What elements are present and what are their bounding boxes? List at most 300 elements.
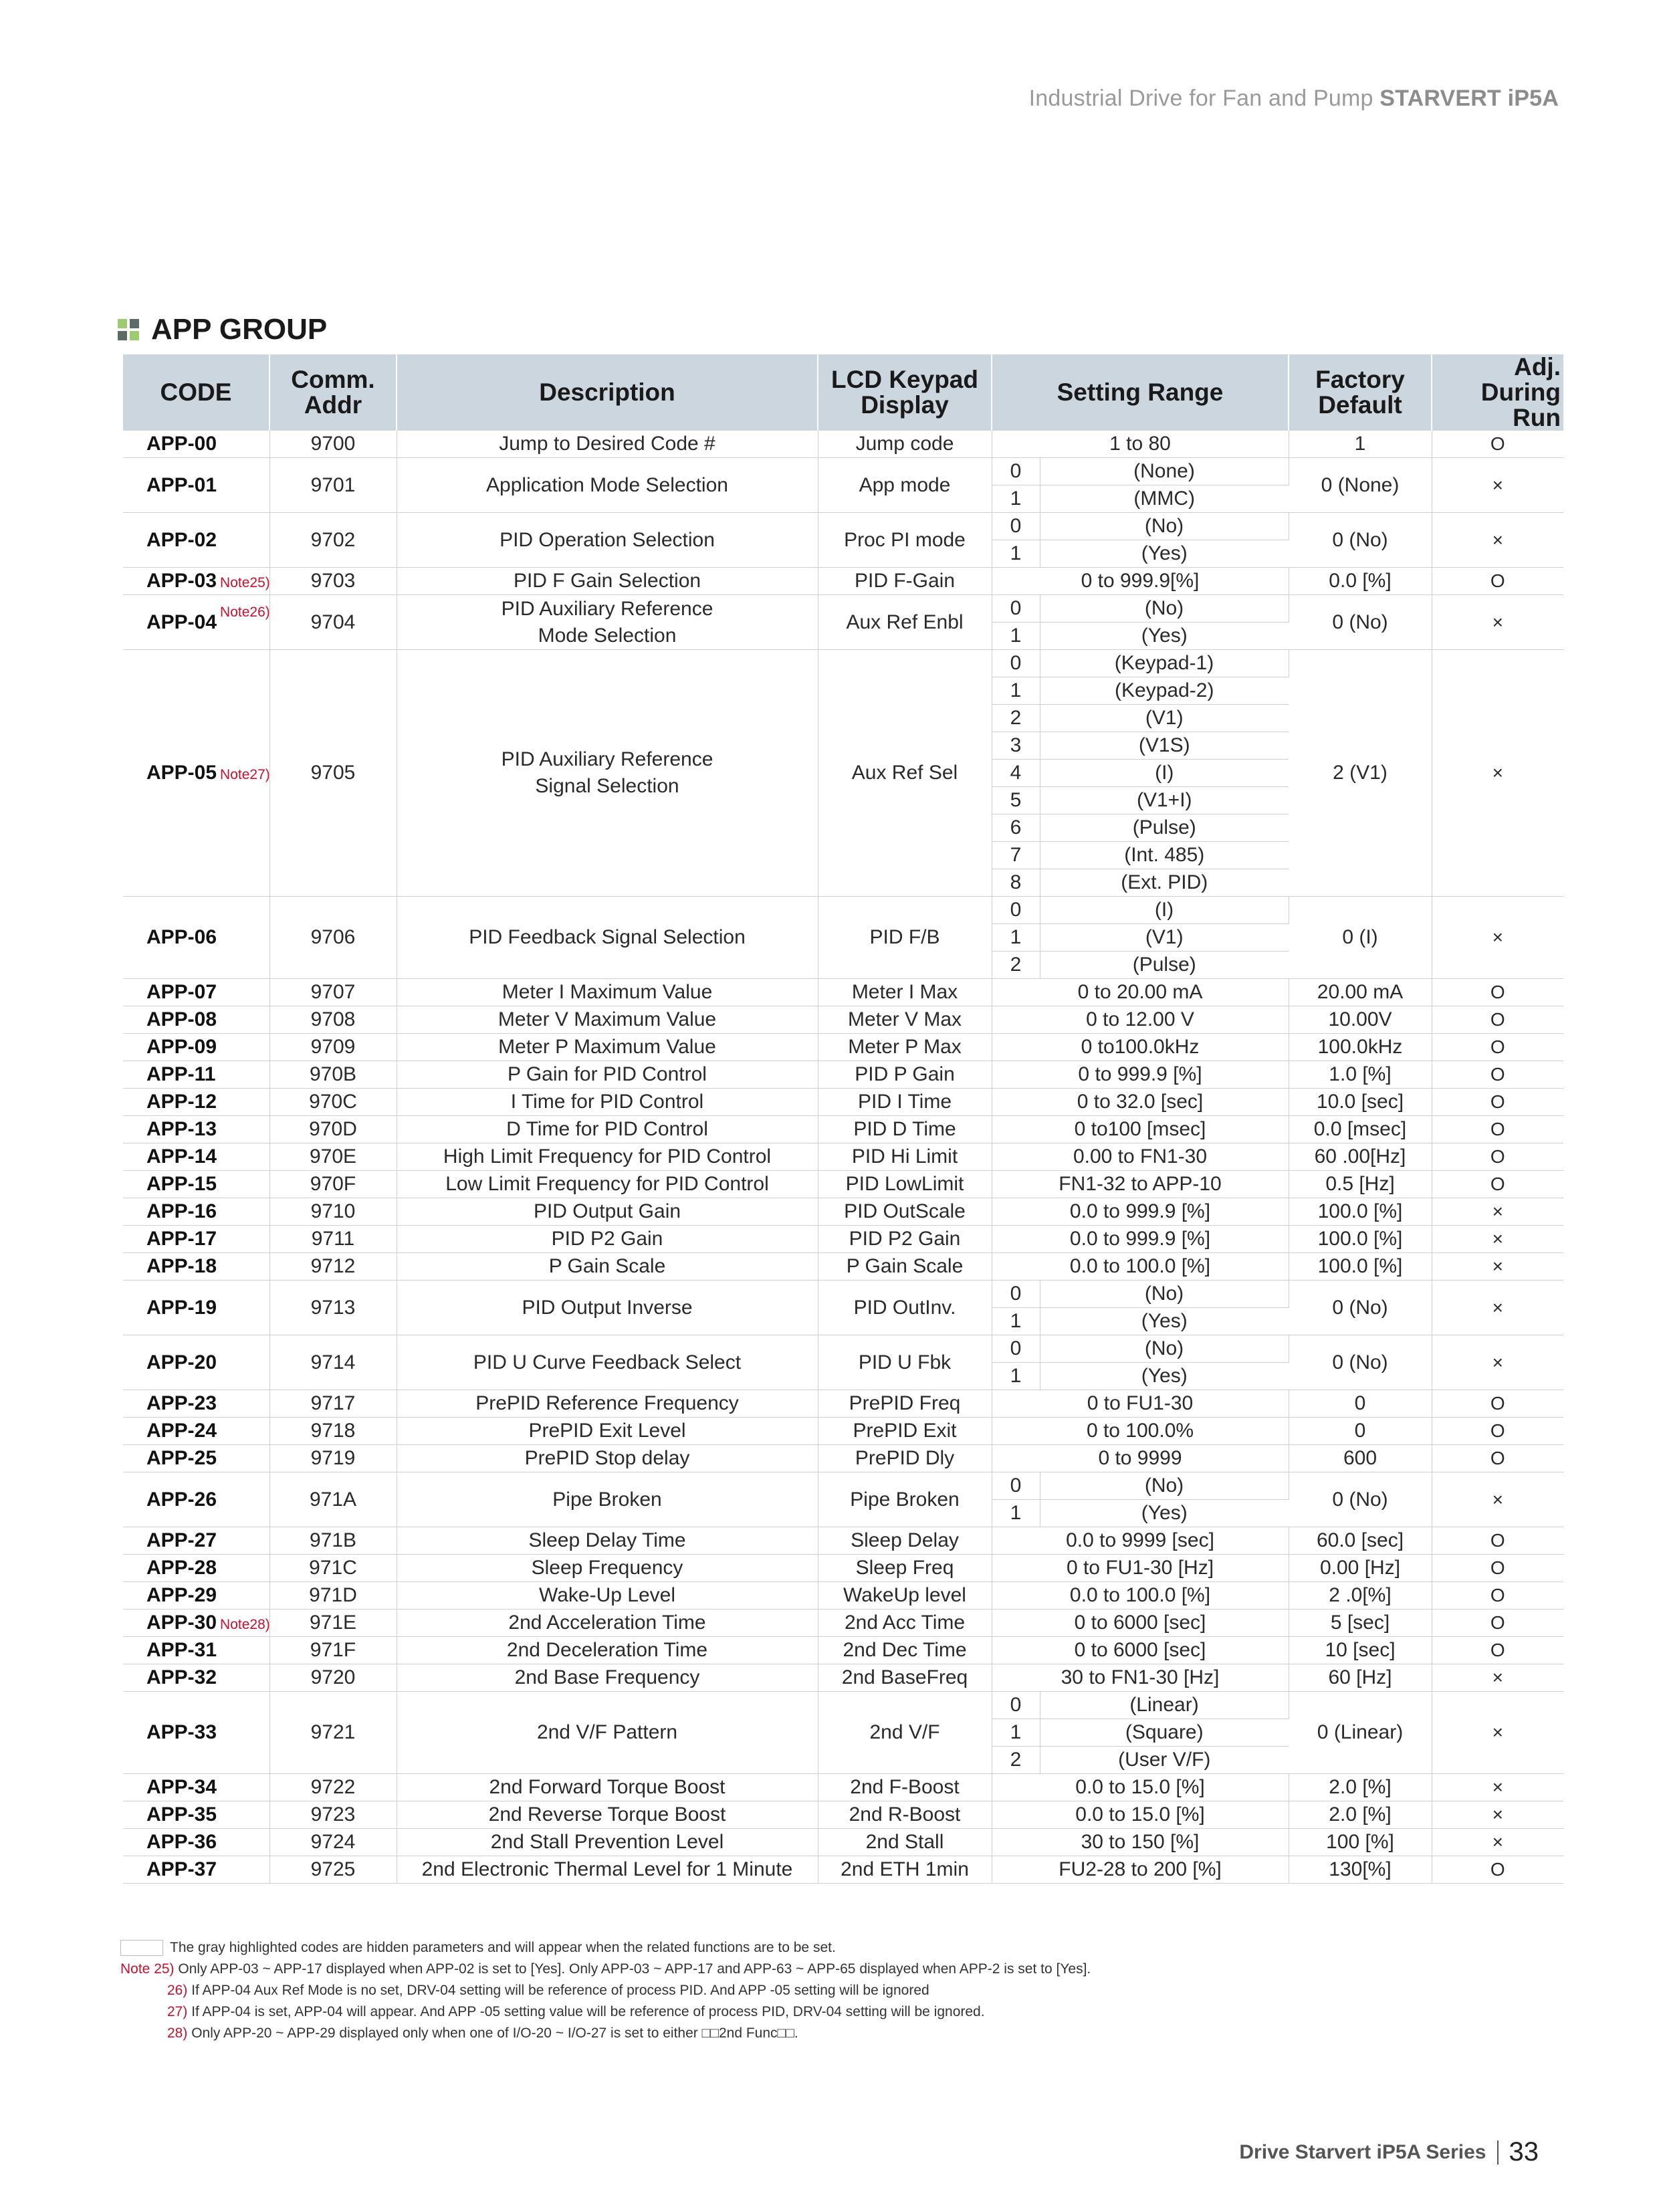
option-label: (Keypad-1) — [1040, 650, 1289, 677]
option-value: 3 — [992, 732, 1040, 760]
note-ref: Note28) — [220, 1617, 270, 1632]
description-line: P Gain Scale — [548, 1255, 666, 1277]
option-label: (V1) — [1040, 924, 1289, 952]
factory-default: 100.0kHz — [1289, 1034, 1432, 1061]
header-prefix: Industrial Drive for Fan and Pump — [1028, 86, 1373, 111]
lcd-display: Meter V Max — [818, 1006, 992, 1034]
adj-during-run: × — [1432, 1664, 1563, 1692]
adj-during-run: O — [1432, 1856, 1563, 1884]
lcd-display: 2nd V/F — [818, 1692, 992, 1774]
option-value: 2 — [992, 952, 1040, 979]
param-code — [123, 1527, 269, 1555]
param-code — [123, 1061, 269, 1089]
factory-default: 2.0 [%] — [1289, 1801, 1432, 1829]
option-label: (Int. 485) — [1040, 842, 1289, 869]
param-code — [123, 1692, 269, 1774]
lcd-display: PID LowLimit — [818, 1171, 992, 1198]
comm-addr: 9705 — [269, 650, 397, 897]
description — [397, 1637, 818, 1664]
adj-during-run: × — [1432, 1281, 1563, 1335]
description-line: 2nd Acceleration Time — [508, 1612, 706, 1634]
param-code — [123, 1281, 269, 1335]
table-row — [123, 1637, 1563, 1664]
note-ref: Note26) — [220, 604, 270, 620]
lcd-display: PID Hi Limit — [818, 1143, 992, 1171]
setting-range: 0 to 100.0% — [992, 1418, 1289, 1445]
description — [397, 1116, 818, 1143]
lcd-display: PID F-Gain — [818, 568, 992, 595]
description-line: 2nd Reverse Torque Boost — [488, 1803, 726, 1826]
option-label: (Keypad-2) — [1040, 677, 1289, 705]
option-label: (I) — [1040, 897, 1289, 924]
description-line: PrePID Stop delay — [524, 1447, 690, 1469]
factory-default: 0 — [1289, 1390, 1432, 1418]
description-line: Meter V Maximum Value — [497, 1008, 717, 1030]
comm-addr: 9723 — [269, 1801, 397, 1829]
comm-addr: 970F — [269, 1171, 397, 1198]
factory-default: 1 — [1289, 431, 1432, 458]
lcd-display: PID D Time — [818, 1116, 992, 1143]
table-row — [123, 1281, 1563, 1308]
description — [397, 1692, 818, 1774]
option-value: 1 — [992, 485, 1040, 513]
param-code — [123, 1774, 269, 1801]
description — [397, 1006, 818, 1034]
lcd-display: PID I Time — [818, 1089, 992, 1116]
description — [397, 1171, 818, 1198]
param-code-text: APP-15 — [146, 1173, 217, 1195]
description — [397, 1555, 818, 1582]
description — [397, 568, 818, 595]
param-code — [123, 458, 269, 513]
description-line: 2nd V/F Pattern — [536, 1721, 678, 1743]
factory-default: 0.5 [Hz] — [1289, 1171, 1432, 1198]
page-number: 33 — [1509, 2137, 1539, 2167]
param-code — [123, 1555, 269, 1582]
lcd-display: PID OutInv. — [818, 1281, 992, 1335]
lcd-display: PID OutScale — [818, 1198, 992, 1226]
option-value: 1 — [992, 1308, 1040, 1335]
option-value: 1 — [992, 1363, 1040, 1390]
description — [397, 431, 818, 458]
option-value: 0 — [992, 897, 1040, 924]
param-code — [123, 1472, 269, 1527]
adj-during-run: × — [1432, 1198, 1563, 1226]
option-value: 0 — [992, 458, 1040, 485]
param-code — [123, 1198, 269, 1226]
table-row — [123, 568, 1563, 595]
table-row — [123, 1061, 1563, 1089]
param-code-text: APP-03 — [146, 570, 217, 592]
lcd-display: 2nd Stall — [818, 1829, 992, 1856]
description-line: Sleep Frequency — [531, 1557, 683, 1579]
param-code — [123, 1143, 269, 1171]
param-code-text: APP-37 — [146, 1858, 217, 1880]
param-code — [123, 1116, 269, 1143]
adj-during-run: O — [1432, 1445, 1563, 1472]
comm-addr: 9721 — [269, 1692, 397, 1774]
lcd-display: 2nd R-Boost — [818, 1801, 992, 1829]
comm-addr: 9700 — [269, 431, 397, 458]
option-label: (Yes) — [1040, 1363, 1289, 1390]
comm-addr: 9719 — [269, 1445, 397, 1472]
param-code-text: APP-19 — [146, 1296, 217, 1319]
adj-during-run: × — [1432, 595, 1563, 650]
table-row — [123, 1445, 1563, 1472]
option-value: 8 — [992, 869, 1040, 897]
page-footer — [1239, 2137, 1539, 2167]
factory-default: 0 (No) — [1289, 595, 1432, 650]
param-code-text: APP-33 — [146, 1721, 217, 1743]
param-code — [123, 431, 269, 458]
adj-during-run: O — [1432, 1006, 1563, 1034]
param-code — [123, 1445, 269, 1472]
comm-addr: 9707 — [269, 979, 397, 1006]
setting-range: 0.0 to 999.9 [%] — [992, 1198, 1289, 1226]
param-code-text: APP-13 — [146, 1118, 217, 1140]
setting-range: 30 to 150 [%] — [992, 1829, 1289, 1856]
table-header — [123, 354, 1563, 431]
table-row — [123, 1856, 1563, 1884]
adj-during-run: × — [1432, 897, 1563, 979]
legend-swatch — [120, 1940, 163, 1956]
adj-during-run: × — [1432, 1226, 1563, 1253]
param-code — [123, 1034, 269, 1061]
factory-default: 0 (No) — [1289, 1472, 1432, 1527]
param-code — [123, 1856, 269, 1884]
factory-default: 100.0 [%] — [1289, 1226, 1432, 1253]
param-code — [123, 1335, 269, 1390]
setting-range: 0 to 6000 [sec] — [992, 1637, 1289, 1664]
footnote-26: 26) If APP-04 Aux Ref Mode is no set, DRV-04 setting will be reference of process PID. And APP -05 setting will be ignored — [167, 1983, 929, 1998]
option-label: (V1) — [1040, 705, 1289, 732]
table-row — [123, 431, 1563, 458]
param-code — [123, 1637, 269, 1664]
comm-addr: 9722 — [269, 1774, 397, 1801]
comm-addr: 970E — [269, 1143, 397, 1171]
description — [397, 1664, 818, 1692]
description-line: PID U Curve Feedback Select — [473, 1351, 742, 1373]
description-line: Meter P Maximum Value — [498, 1036, 716, 1058]
table-row — [123, 897, 1563, 924]
table-row — [123, 1801, 1563, 1829]
description-line: PID F Gain Selection — [513, 570, 701, 592]
comm-addr: 971F — [269, 1637, 397, 1664]
option-value: 4 — [992, 760, 1040, 787]
table-row — [123, 650, 1563, 677]
setting-range: 1 to 80 — [992, 431, 1289, 458]
table-row — [123, 1610, 1563, 1637]
description-line: PID Auxiliary Reference — [501, 748, 713, 770]
description-line: Low Limit Frequency for PID Control — [445, 1173, 769, 1195]
factory-default: 60.0 [sec] — [1289, 1527, 1432, 1555]
table-row — [123, 1198, 1563, 1226]
param-code — [123, 568, 269, 595]
factory-default: 0.00 [Hz] — [1289, 1555, 1432, 1582]
description-line: 2nd Forward Torque Boost — [489, 1776, 726, 1798]
setting-range: FU2-28 to 200 [%] — [992, 1856, 1289, 1884]
description-line: Jump to Desired Code # — [499, 433, 715, 455]
option-value: 0 — [992, 1692, 1040, 1719]
param-code — [123, 1226, 269, 1253]
factory-default: 0.0 [%] — [1289, 568, 1432, 595]
option-label: (Ext. PID) — [1040, 869, 1289, 897]
option-label: (Linear) — [1040, 1692, 1289, 1719]
description-line: Application Mode Selection — [486, 473, 728, 496]
lcd-display: P Gain Scale — [818, 1253, 992, 1281]
option-value: 1 — [992, 623, 1040, 650]
table-row — [123, 1089, 1563, 1116]
comm-addr: 9718 — [269, 1418, 397, 1445]
adj-during-run: O — [1432, 1610, 1563, 1637]
lcd-display: Sleep Delay — [818, 1527, 992, 1555]
section-bullet-icon — [118, 319, 139, 340]
description-line: Pipe Broken — [552, 1488, 662, 1511]
comm-addr: 9713 — [269, 1281, 397, 1335]
param-code — [123, 897, 269, 979]
footnotes — [120, 1937, 1091, 2044]
param-code-text: APP-31 — [146, 1639, 217, 1661]
setting-range: 0 to FU1-30 [Hz] — [992, 1555, 1289, 1582]
option-value: 1 — [992, 924, 1040, 952]
param-code — [123, 513, 269, 568]
description — [397, 1034, 818, 1061]
lcd-display: PID P2 Gain — [818, 1226, 992, 1253]
param-code-text: APP-12 — [146, 1091, 217, 1113]
description-line: I Time for PID Control — [510, 1091, 704, 1113]
comm-addr: 9702 — [269, 513, 397, 568]
section-title: APP GROUP — [151, 313, 328, 346]
table-row — [123, 1829, 1563, 1856]
description — [397, 1801, 818, 1829]
option-value: 2 — [992, 1747, 1040, 1774]
table-row — [123, 1555, 1563, 1582]
description-line: PID Output Gain — [533, 1200, 681, 1222]
table-row — [123, 1390, 1563, 1418]
option-value: 6 — [992, 814, 1040, 842]
description — [397, 595, 818, 650]
description — [397, 1226, 818, 1253]
param-code-text: APP-04 — [146, 611, 217, 633]
option-label: (Yes) — [1040, 1308, 1289, 1335]
param-code-text: APP-09 — [146, 1036, 217, 1058]
lcd-display: App mode — [818, 458, 992, 513]
description — [397, 1253, 818, 1281]
factory-default: 600 — [1289, 1445, 1432, 1472]
option-label: (MMC) — [1040, 485, 1289, 513]
description — [397, 1445, 818, 1472]
comm-addr: 9714 — [269, 1335, 397, 1390]
param-code-text: APP-29 — [146, 1584, 217, 1606]
description — [397, 1281, 818, 1335]
factory-default: 60 [Hz] — [1289, 1664, 1432, 1692]
section-heading — [118, 313, 327, 346]
lcd-display: 2nd Acc Time — [818, 1610, 992, 1637]
adj-during-run: O — [1432, 1527, 1563, 1555]
note-ref: Note25) — [220, 575, 270, 590]
col-comm-addr: Comm. Addr — [269, 354, 397, 431]
factory-default: 5 [sec] — [1289, 1610, 1432, 1637]
option-value: 5 — [992, 787, 1040, 814]
comm-addr: 9710 — [269, 1198, 397, 1226]
option-value: 1 — [992, 540, 1040, 568]
param-code — [123, 650, 269, 897]
setting-range: 0 to 9999 — [992, 1445, 1289, 1472]
comm-addr: 9706 — [269, 897, 397, 979]
option-label: (No) — [1040, 595, 1289, 623]
description-line: P Gain for PID Control — [508, 1063, 707, 1085]
param-code — [123, 979, 269, 1006]
note-ref: Note27) — [220, 767, 270, 782]
option-label: (No) — [1040, 513, 1289, 540]
param-code-text: APP-20 — [146, 1351, 217, 1373]
comm-addr: 971C — [269, 1555, 397, 1582]
comm-addr: 9724 — [269, 1829, 397, 1856]
adj-during-run: × — [1432, 1774, 1563, 1801]
table-row — [123, 1472, 1563, 1500]
description-line: High Limit Frequency for PID Control — [443, 1145, 772, 1168]
lcd-display: Proc PI mode — [818, 513, 992, 568]
factory-default: 0 (No) — [1289, 1335, 1432, 1390]
footnote-27: 27) If APP-04 is set, APP-04 will appear. And APP -05 setting value will be reference of process PID, DRV-04 setting will be ignored. — [167, 2004, 985, 2019]
adj-during-run: O — [1432, 1143, 1563, 1171]
param-code-text: APP-11 — [146, 1063, 216, 1085]
table-row — [123, 513, 1563, 540]
description-line: PrePID Reference Frequency — [475, 1392, 739, 1414]
param-code — [123, 1418, 269, 1445]
option-value: 0 — [992, 1472, 1040, 1500]
footnote-28: 28) Only APP-20 ~ APP-29 displayed only when one of I/O-20 ~ I/O-27 is set to either □□2nd Func□□. — [167, 2025, 798, 2041]
lcd-display: PrePID Freq — [818, 1390, 992, 1418]
factory-default: 2.0 [%] — [1289, 1774, 1432, 1801]
adj-during-run: O — [1432, 1061, 1563, 1089]
factory-default: 130[%] — [1289, 1856, 1432, 1884]
setting-range: 0 to 6000 [sec] — [992, 1610, 1289, 1637]
description-line: PID P2 Gain — [551, 1228, 663, 1250]
col-code: CODE — [123, 354, 269, 431]
table-row — [123, 1692, 1563, 1719]
param-code — [123, 1253, 269, 1281]
option-label: (User V/F) — [1040, 1747, 1289, 1774]
param-code-text: APP-35 — [146, 1803, 217, 1826]
setting-range: 0.00 to FN1-30 — [992, 1143, 1289, 1171]
table-row — [123, 1582, 1563, 1610]
setting-range: 30 to FN1-30 [Hz] — [992, 1664, 1289, 1692]
param-code-text: APP-18 — [146, 1255, 217, 1277]
description-line: PID Feedback Signal Selection — [469, 926, 746, 948]
factory-default: 10.0 [sec] — [1289, 1089, 1432, 1116]
setting-range: FN1-32 to APP-10 — [992, 1171, 1289, 1198]
param-code — [123, 1664, 269, 1692]
factory-default: 100.0 [%] — [1289, 1253, 1432, 1281]
param-code — [123, 1390, 269, 1418]
adj-during-run: O — [1432, 1116, 1563, 1143]
col-adj-during-run: Adj. During Run — [1432, 354, 1563, 431]
comm-addr: 970D — [269, 1116, 397, 1143]
option-label: (No) — [1040, 1335, 1289, 1363]
col-setting-range: Setting Range — [992, 354, 1289, 431]
option-value: 1 — [992, 677, 1040, 705]
setting-range: 0 to FU1-30 — [992, 1390, 1289, 1418]
factory-default: 1.0 [%] — [1289, 1061, 1432, 1089]
comm-addr: 9712 — [269, 1253, 397, 1281]
adj-during-run: O — [1432, 1555, 1563, 1582]
option-value: 0 — [992, 1281, 1040, 1308]
factory-default: 0 (No) — [1289, 513, 1432, 568]
adj-during-run: O — [1432, 568, 1563, 595]
table-row — [123, 979, 1563, 1006]
factory-default: 100.0 [%] — [1289, 1198, 1432, 1226]
description — [397, 1335, 818, 1390]
option-value: 2 — [992, 705, 1040, 732]
param-code — [123, 595, 269, 650]
param-code-text: APP-27 — [146, 1529, 217, 1551]
factory-default: 0 (Linear) — [1289, 1692, 1432, 1774]
adj-during-run: O — [1432, 431, 1563, 458]
col-factory-default: Factory Default — [1289, 354, 1432, 431]
footnote-25: Note 25) Only APP-03 ~ APP-17 displayed when APP-02 is set to [Yes]. Only APP-03 ~ APP-17 and APP-63 ~ APP-65 displayed when APP-2 is set to [Yes]. — [120, 1961, 1091, 1977]
factory-default: 100 [%] — [1289, 1829, 1432, 1856]
option-label: (Square) — [1040, 1719, 1289, 1747]
lcd-display: PID P Gain — [818, 1061, 992, 1089]
adj-during-run: O — [1432, 1637, 1563, 1664]
lcd-display: Meter P Max — [818, 1034, 992, 1061]
factory-default: 0 (None) — [1289, 458, 1432, 513]
description — [397, 1089, 818, 1116]
adj-during-run: × — [1432, 650, 1563, 897]
setting-range: 0.0 to 15.0 [%] — [992, 1774, 1289, 1801]
param-code-text: APP-24 — [146, 1420, 217, 1442]
description-line: 2nd Base Frequency — [514, 1666, 700, 1688]
adj-during-run: × — [1432, 1801, 1563, 1829]
adj-during-run: × — [1432, 1692, 1563, 1774]
setting-range: 0 to 999.9[%] — [992, 568, 1289, 595]
param-code-text: APP-02 — [146, 528, 217, 551]
comm-addr: 971B — [269, 1527, 397, 1555]
description — [397, 1610, 818, 1637]
setting-range: 0.0 to 100.0 [%] — [992, 1582, 1289, 1610]
table-row — [123, 1034, 1563, 1061]
setting-range: 0 to100.0kHz — [992, 1034, 1289, 1061]
adj-during-run: × — [1432, 513, 1563, 568]
comm-addr: 9703 — [269, 568, 397, 595]
table-row — [123, 1116, 1563, 1143]
param-code-text: APP-23 — [146, 1392, 217, 1414]
table-row — [123, 1226, 1563, 1253]
comm-addr: 9711 — [269, 1226, 397, 1253]
adj-during-run: O — [1432, 1089, 1563, 1116]
param-code-text: APP-26 — [146, 1488, 217, 1511]
param-code-text: APP-30 — [146, 1612, 217, 1634]
option-value: 1 — [992, 1719, 1040, 1747]
lcd-display: PrePID Exit — [818, 1418, 992, 1445]
description-line: D Time for PID Control — [506, 1118, 708, 1140]
comm-addr: 9720 — [269, 1664, 397, 1692]
adj-during-run: × — [1432, 1472, 1563, 1527]
comm-addr: 970C — [269, 1089, 397, 1116]
param-code-text: APP-00 — [146, 433, 217, 455]
option-value: 0 — [992, 595, 1040, 623]
option-value: 7 — [992, 842, 1040, 869]
adj-during-run: × — [1432, 1829, 1563, 1856]
setting-range: 0 to 999.9 [%] — [992, 1061, 1289, 1089]
param-code-text: APP-25 — [146, 1447, 217, 1469]
option-label: (Pulse) — [1040, 814, 1289, 842]
adj-during-run: × — [1432, 1253, 1563, 1281]
description — [397, 1527, 818, 1555]
setting-range: 0.0 to 100.0 [%] — [992, 1253, 1289, 1281]
header-product: STARVERT iP5A — [1379, 86, 1559, 111]
